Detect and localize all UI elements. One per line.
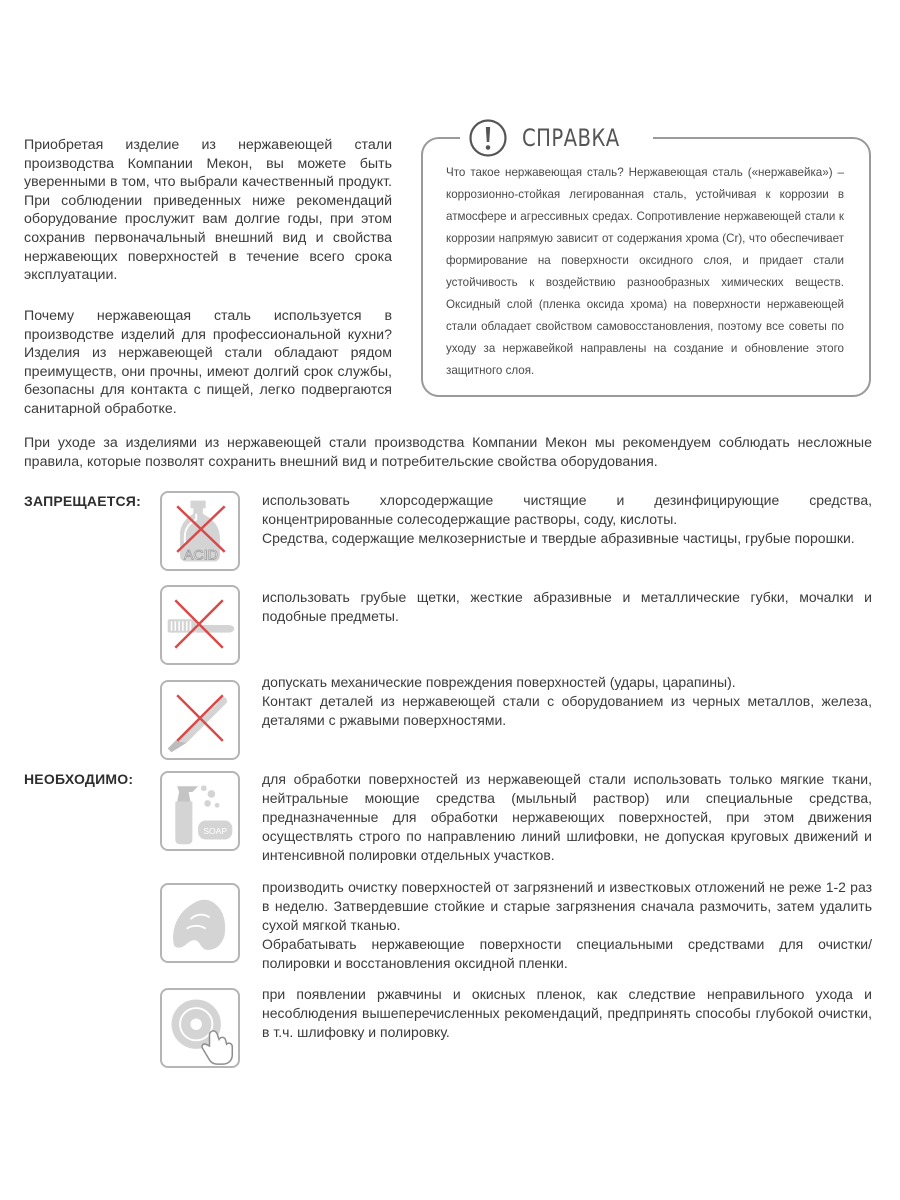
intro-paragraph-2: Почему нержавеющая сталь используется в производстве изделий для профессиональной кухни? Изделия из нержавеющей стали обладают рядом преимуществ, они прочны, имеют долгий срок службы, безопасны для контакта с пищей, легко подвергаются санитарной обработке. bbox=[24, 308, 392, 417]
required-icon-tile-3 bbox=[160, 988, 240, 1068]
brush-crossed-icon bbox=[162, 587, 238, 663]
required-label: НЕОБХОДИМО: bbox=[24, 771, 134, 787]
polishing-disc-icon bbox=[162, 990, 238, 1066]
acid-label-text: ACID bbox=[183, 547, 218, 564]
intro-paragraph-1: Приобретая изделие из нержавеющей стали производства Компании Мекон, вы можете быть уверенными в том, что выбрали качественный продукт. При соблюдении приведенных ниже рекомендаций оборудование прослужит вам долгие годы, при этом сохранив первоначальный внешний вид и свойства нержавеющих поверхностей в течение всего срока эксплуатации. bbox=[24, 137, 392, 284]
recommendation-text: При уходе за изделиями из нержавеющей стали производства Компании Мекон мы рекомендуем соблюдать несложные правила, которые позволят сохранить внешний вид и потребительские свойства оборудования. bbox=[24, 435, 872, 470]
acid-bottle-crossed-icon bbox=[162, 493, 238, 569]
knife-crossed-icon bbox=[162, 682, 238, 758]
forbidden-icon-tile-3 bbox=[160, 680, 240, 760]
info-box-title: СПРАВКА bbox=[522, 124, 620, 152]
required-rule-2 bbox=[262, 878, 872, 973]
required-icon-tile-2 bbox=[160, 883, 240, 963]
required-rule-2-line-2: Обрабатывать нержавеющие поверхности специальными средствами для очистки/полировки и восстановления оксидной пленки. bbox=[262, 936, 872, 971]
soap-label-text: SOAP bbox=[203, 825, 228, 836]
forbidden-rule-3-line-2: Контакт деталей из нержавеющей стали с оборудованием из черных металлов, железа, деталями с ржавыми поверхностями. bbox=[262, 693, 872, 728]
forbidden-rule-2 bbox=[262, 588, 872, 626]
info-box-header bbox=[460, 116, 653, 160]
forbidden-rule-1-line-1: использовать хлорсодержащие чистящие и дезинфицирующие средства, концентрированные солесодержащие растворы, соду, кислоты. bbox=[262, 492, 872, 527]
info-box-text: Что такое нержавеющая сталь? Нержавеющая сталь («нержавейка») – коррозионно-стойкая легированная сталь, устойчивая к коррозии в атмосфере и агрессивных средах. Сопротивление нержавеющей стали к коррозии напрямую зависит от содержания хрома (Cr), что обеспечивает формирование на поверхности оксидного слоя, и придает стали устойчивость к воздействию разнообразных химических веществ. Оксидный слой (пленка оксида хрома) на поверхности нержавеющей стали обладает свойством самовосстановления, поэтому все советы по уходу за нержавейкой направлены на создание и обновление этого защитного слоя. bbox=[446, 166, 844, 377]
forbidden-icon-tile-1 bbox=[160, 491, 240, 571]
required-rule-2-line-1: производить очистку поверхностей от загрязнений и известковых отложений не реже 1-2 раз в неделю. Затвердевшие стойкие и старые загрязнения сначала размочить, затем удалить сухой мягкой тканью. bbox=[262, 879, 872, 933]
wiping-cloth-icon bbox=[162, 885, 238, 961]
required-rule-3-line-1: при появлении ржавчины и окисных пленок, как следствие неправильного ухода и несоблюдения вышеперечисленных рекомендаций, предпринять способы глубокой очистки, в т.ч. шлифовку и полировку. bbox=[262, 986, 872, 1040]
forbidden-label: ЗАПРЕЩАЕТСЯ: bbox=[24, 493, 141, 509]
forbidden-rule-2-line-1: использовать грубые щетки, жесткие абразивные и металлические губки, мочалки и подобные предметы. bbox=[262, 589, 872, 624]
forbidden-icon-tile-2 bbox=[160, 585, 240, 665]
forbidden-rule-1-line-2: Средства, содержащие мелкозернистые и твердые абразивные частицы, грубые порошки. bbox=[262, 530, 855, 546]
forbidden-rule-1 bbox=[262, 491, 872, 548]
forbidden-rule-3-line-1: допускать механические повреждения поверхностей (удары, царапины). bbox=[262, 674, 736, 690]
required-rule-3 bbox=[262, 985, 872, 1042]
required-rule-1-line-1: для обработки поверхностей из нержавеющей стали использовать только мягкие ткани, нейтральные моющие средства (мыльный раствор) или специальные средства, предназначенные для обработки нержавеющих поверхностей, при этом движения осуществлять строго по направлению линий шлифовки, не допуская круговых движений и интенсивной полировки отдельных участков. bbox=[262, 771, 872, 863]
spray-soap-icon bbox=[162, 773, 238, 849]
forbidden-rule-3 bbox=[262, 673, 872, 730]
required-icon-tile-1 bbox=[160, 771, 240, 851]
required-rule-1 bbox=[262, 770, 872, 865]
exclamation-icon bbox=[468, 118, 508, 158]
